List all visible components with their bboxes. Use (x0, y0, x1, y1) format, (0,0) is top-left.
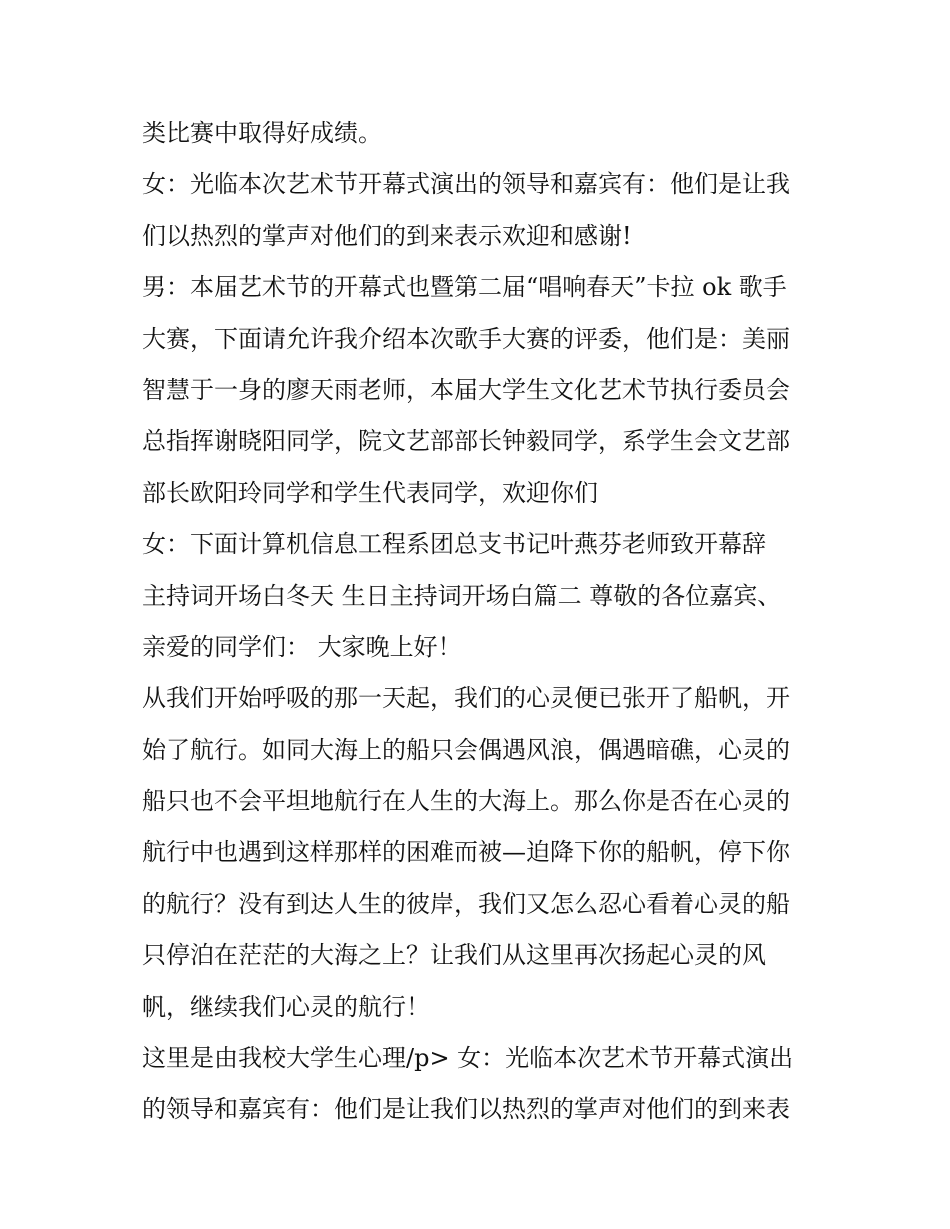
text-line: 主持词开场白冬天 生日主持词开场白篇二 尊敬的各位嘉宾、 (142, 581, 782, 610)
text-line: 智慧于一身的廖天雨老师，本届大学生文化艺术节执行委员会 (142, 375, 790, 404)
text-line: 船只也不会平坦地航行在人生的大海上。那么你是否在心灵的 (142, 787, 790, 816)
text-line: 女：光临本次艺术节开幕式演出的领导和嘉宾有：他们是让我 (142, 170, 790, 199)
text-line: 们以热烈的掌声对他们的到来表示欢迎和感谢! (142, 221, 632, 250)
text-line: 女：下面计算机信息工程系团总支书记叶燕芬老师致开幕辞 (142, 530, 766, 559)
text-line: 帆，继续我们心灵的航行！ (142, 992, 430, 1021)
text-line: 总指挥谢晓阳同学，院文艺部部长钟毅同学，系学生会文艺部 (142, 427, 790, 456)
text-line: 大赛，下面请允许我介绍本次歌手大赛的评委，他们是：美丽 (142, 324, 790, 353)
text-line: 亲爱的同学们： 大家晚上好！ (142, 632, 462, 661)
text-line: 男：本届艺术节的开幕式也暨第二届“唱响春天”卡拉 ok 歌手 (142, 273, 787, 302)
text-line: 从我们开始呼吸的那一天起，我们的心灵便已张开了船帆，开 (142, 684, 790, 713)
text-line: 的航行？没有到达人生的彼岸，我们又怎么忍心看着心灵的船 (142, 889, 790, 918)
text-line: 始了航行。如同大海上的船只会偶遇风浪，偶遇暗礁，心灵的 (142, 735, 790, 764)
text-line: 航行中也遇到这样那样的困难而被—迫降下你的船帆，停下你 (142, 838, 790, 867)
body-text (142, 108, 822, 1136)
text-line: 类比赛中取得好成绩。 (142, 119, 382, 147)
text-line: 的领导和嘉宾有：他们是让我们以热烈的掌声对他们的到来表 (142, 1095, 790, 1124)
text-line: 这里是由我校大学生心理/p> 女：光临本次艺术节开幕式演出 (142, 1044, 794, 1073)
text-line: 只停泊在茫茫的大海之上？让我们从这里再次扬起心灵的风 (142, 941, 766, 970)
text-line: 部长欧阳玲同学和学生代表同学，欢迎你们 (142, 478, 598, 507)
